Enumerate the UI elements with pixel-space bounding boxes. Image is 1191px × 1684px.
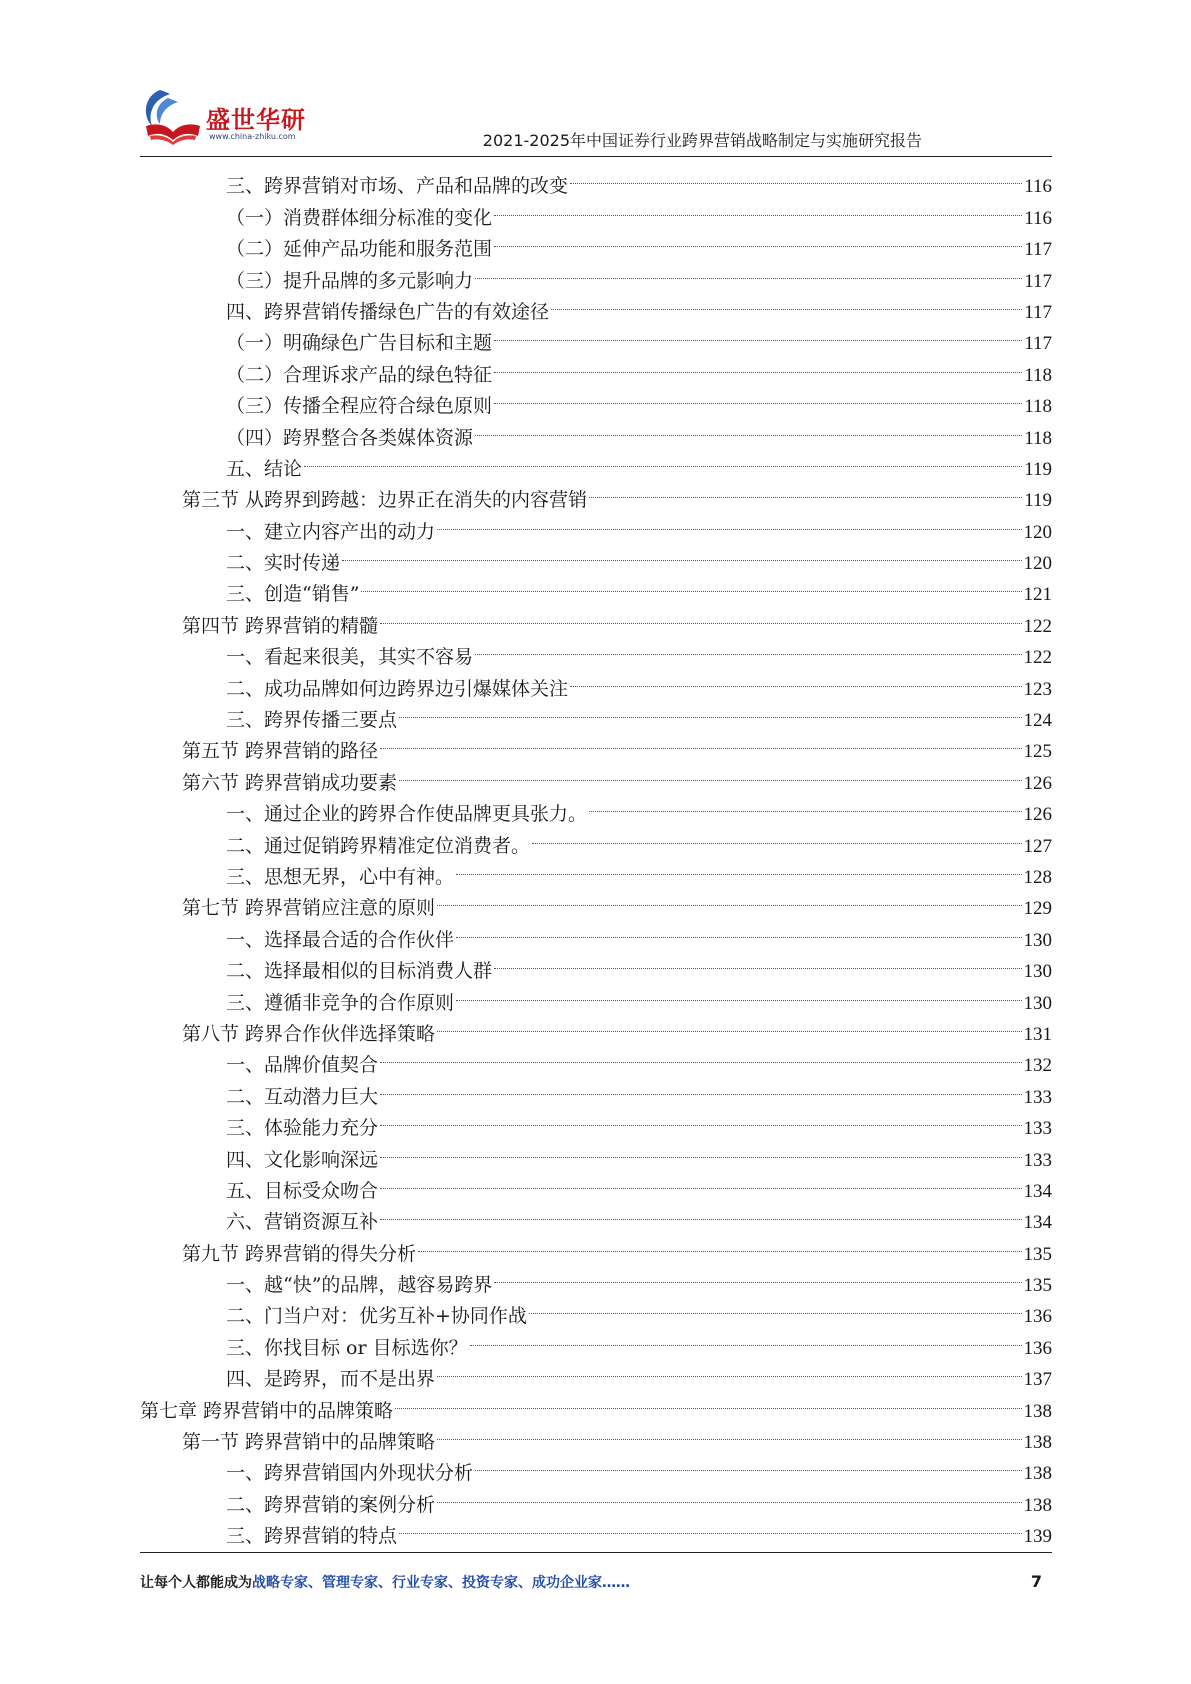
- toc-entry-page: 138: [1023, 1494, 1052, 1516]
- toc-leader-dots: [399, 686, 1021, 718]
- toc-entry-title: 第九节 跨界营销的得失分析: [182, 1242, 417, 1265]
- toc-leader-dots: [380, 1062, 1021, 1094]
- toc-leader-dots: [470, 1313, 1022, 1345]
- toc-entry-title: 第三节 从跨界到跨越：边界正在消失的内容营销: [182, 489, 588, 512]
- toc-entry-title: 第七节 跨界营销应注意的原则: [182, 897, 436, 920]
- toc-entry-title: 六、营销资源互补: [226, 1211, 379, 1234]
- toc-leader-dots: [380, 591, 1021, 623]
- toc-entry-page: 125: [1023, 741, 1052, 763]
- toc-entry-page: 126: [1023, 772, 1052, 794]
- toc-entry-title: （三）传播全程应符合绿色原则: [226, 395, 493, 418]
- toc-entry-title: 一、看起来很美，其实不容易: [226, 646, 474, 669]
- toc-leader-dots: [437, 874, 1021, 906]
- page-number: 7: [1030, 1572, 1042, 1591]
- toc-leader-dots: [494, 340, 1022, 372]
- toc-leader-dots: [494, 1251, 1021, 1283]
- toc-entry-title: 五、目标受众吻合: [226, 1179, 379, 1202]
- toc-entry-title: 第一节 跨界营销中的品牌策略: [182, 1431, 436, 1454]
- toc-entry-page: 134: [1023, 1180, 1052, 1202]
- toc-entry-title: （三）提升品牌的多元影响力: [226, 269, 474, 292]
- toc-leader-dots: [399, 1502, 1021, 1534]
- toc-entry-title: （四）跨界整合各类媒体资源: [226, 426, 474, 449]
- toc-entry-page: 120: [1023, 521, 1052, 543]
- toc-entry-page: 117: [1024, 239, 1052, 261]
- toc-leader-dots: [399, 748, 1021, 780]
- toc-leader-dots: [589, 780, 1021, 812]
- toc-entry-title: 三、思想无界，心中有神。: [226, 865, 455, 888]
- toc-entry-page: 130: [1023, 929, 1052, 951]
- toc-entry-page: 130: [1023, 961, 1052, 983]
- toc-entry-page: 137: [1023, 1369, 1052, 1391]
- toc-leader-dots: [437, 497, 1021, 529]
- toc-leader-dots: [456, 843, 1021, 875]
- toc-entry-title: 四、是跨界，而不是出界: [226, 1368, 436, 1391]
- toc-leader-dots: [529, 1282, 1022, 1314]
- toc-leader-dots: [380, 1125, 1021, 1157]
- toc-leader-dots: [589, 466, 1022, 498]
- footer-divider: [140, 1552, 1052, 1553]
- toc-entry-title: 三、创造“销售”: [226, 583, 360, 606]
- toc-entry-title: 二、互动潜力巨大: [226, 1085, 379, 1108]
- toc-leader-dots: [532, 811, 1021, 843]
- toc-leader-dots: [494, 937, 1021, 969]
- toc-entry-page: 119: [1024, 458, 1052, 480]
- book-swirl-logo-icon: [140, 86, 206, 146]
- toc-entry-title: （二）合理诉求产品的绿色特征: [226, 363, 493, 386]
- toc-entry-page: 118: [1024, 396, 1052, 418]
- toc-entry-title: 一、跨界营销国内外现状分析: [226, 1462, 474, 1485]
- toc-leader-dots: [437, 1345, 1021, 1377]
- toc-entry-page: 132: [1023, 1055, 1052, 1077]
- report-title: 2021-2025年中国证券行业跨界营销战略制定与实施研究报告: [482, 131, 922, 150]
- toc-leader-dots: [342, 529, 1021, 561]
- toc-entry-page: 139: [1023, 1526, 1052, 1548]
- toc-entry-page: 122: [1023, 615, 1052, 637]
- toc-entry-title: 一、选择最合适的合作伙伴: [226, 928, 455, 951]
- toc-entry-page: 124: [1023, 710, 1052, 732]
- toc-entry-page: 133: [1023, 1086, 1052, 1108]
- toc-leader-dots: [570, 152, 1022, 184]
- toc-leader-dots: [494, 372, 1022, 404]
- toc-entry-title: 二、实时传递: [226, 552, 341, 575]
- toc-entry-title: 二、跨界营销的案例分析: [226, 1493, 436, 1516]
- toc-entry-page: 116: [1024, 176, 1052, 198]
- toc-entry-page: 135: [1023, 1275, 1052, 1297]
- toc-entry-page: 120: [1023, 553, 1052, 575]
- toc-entry-title: 第五节 跨界营销的路径: [182, 740, 379, 763]
- toc-entry-page: 134: [1023, 1212, 1052, 1234]
- company-logo: [140, 80, 310, 150]
- toc-entry-title: 二、通过促销跨界精准定位消费者。: [226, 834, 531, 857]
- toc-leader-dots: [395, 1376, 1021, 1408]
- toc-leader-dots: [380, 1031, 1021, 1063]
- toc-entry-title: 二、成功品牌如何边跨界边引爆媒体关注: [226, 677, 569, 700]
- toc-entry-title: 一、建立内容产出的动力: [226, 520, 436, 543]
- toc-entry-title: 二、选择最相似的目标消费人群: [226, 960, 493, 983]
- toc-entry-page: 138: [1023, 1463, 1052, 1485]
- logo-name: 盛世华研: [206, 106, 306, 134]
- toc-entry-title: 三、遵循非竞争的合作原则: [226, 991, 455, 1014]
- toc-entry-title: 三、体验能力充分: [226, 1117, 379, 1140]
- toc-entry-title: 五、结论: [226, 457, 303, 480]
- toc-entry-page: 130: [1023, 992, 1052, 1014]
- toc-leader-dots: [380, 717, 1021, 749]
- toc-leader-dots: [475, 1439, 1021, 1471]
- footer-slogan-accent: 战略专家、管理专家、行业专家、投资专家、成功企业家……: [252, 1575, 630, 1591]
- toc-leader-dots: [437, 1000, 1021, 1032]
- toc-entry-page: 128: [1023, 866, 1052, 888]
- toc-entry-page: 136: [1023, 1306, 1052, 1328]
- toc-leader-dots: [380, 1094, 1021, 1126]
- toc-entry-page: 117: [1024, 301, 1052, 323]
- toc-entry-page: 127: [1023, 835, 1052, 857]
- toc-leader-dots: [304, 435, 1022, 467]
- toc-leader-dots: [475, 403, 1022, 435]
- toc-entry-page: 129: [1023, 898, 1052, 920]
- toc-entry-title: （一）消费群体细分标准的变化: [226, 206, 493, 229]
- page-header: [140, 80, 1052, 158]
- toc-entry-page: 133: [1023, 1118, 1052, 1140]
- toc-entry-title: 二、门当户对：优劣互补+协同作战: [226, 1305, 527, 1328]
- toc-leader-dots: [475, 246, 1022, 278]
- page-footer: [140, 1572, 1052, 1602]
- footer-slogan-lead: 让每个人都能成为: [140, 1575, 252, 1591]
- toc-entry-title: （一）明确绿色广告目标和主题: [226, 332, 493, 355]
- toc-leader-dots: [456, 968, 1021, 1000]
- toc-entry-page: 121: [1023, 584, 1052, 606]
- toc-leader-dots: [494, 215, 1022, 247]
- toc-entry-title: 四、文化影响深远: [226, 1148, 379, 1171]
- toc-leader-dots: [494, 183, 1022, 215]
- toc-entry-page: 138: [1023, 1400, 1052, 1422]
- toc-entry-page: 126: [1023, 804, 1052, 826]
- toc-leader-dots: [437, 1408, 1021, 1440]
- toc-entry-page: 117: [1024, 333, 1052, 355]
- toc-entry-title: 第八节 跨界合作伙伴选择策略: [182, 1022, 436, 1045]
- toc-entry-page: 123: [1023, 678, 1052, 700]
- toc-entry-title: （二）延伸产品功能和服务范围: [226, 238, 493, 261]
- toc-entry-title: 三、你找目标 or 目标选你？: [226, 1336, 468, 1359]
- toc-leader-dots: [380, 1188, 1021, 1220]
- toc-leader-dots: [418, 1219, 1021, 1251]
- toc-entry-page: 116: [1024, 207, 1052, 229]
- toc-leader-dots: [570, 654, 1021, 686]
- toc-leader-dots: [437, 1470, 1021, 1502]
- toc-entry-page: 136: [1023, 1337, 1052, 1359]
- toc-entry-page: 117: [1024, 270, 1052, 292]
- toc-entry-page: 138: [1023, 1432, 1052, 1454]
- toc-entry-title: 四、跨界营销传播绿色广告的有效途径: [226, 300, 550, 323]
- toc-entry-title: 一、越“快”的品牌，越容易跨界: [226, 1274, 493, 1297]
- toc-leader-dots: [456, 905, 1021, 937]
- table-of-contents: [140, 160, 1052, 1548]
- toc-leader-dots: [475, 623, 1021, 655]
- toc-entry-page: 135: [1023, 1243, 1052, 1265]
- toc-entry-page: 122: [1023, 647, 1052, 669]
- toc-entry-title: 三、跨界传播三要点: [226, 709, 398, 732]
- toc-entry-page: 118: [1024, 427, 1052, 449]
- toc-entry-page: 131: [1023, 1023, 1052, 1045]
- toc-entry-page: 133: [1023, 1149, 1052, 1171]
- toc-entry-title: 一、通过企业的跨界合作使品牌更具张力。: [226, 803, 588, 826]
- toc-entry-title: 第七章 跨界营销中的品牌策略: [140, 1399, 394, 1422]
- toc-leader-dots: [380, 1157, 1021, 1189]
- toc-entry-title: 第四节 跨界营销的精髓: [182, 614, 379, 637]
- toc-leader-dots: [494, 309, 1022, 341]
- toc-entry-title: 一、品牌价值契合: [226, 1054, 379, 1077]
- toc-entry-title: 第六节 跨界营销成功要素: [182, 771, 398, 794]
- toc-entry-title: 三、跨界营销的特点: [226, 1525, 398, 1548]
- logo-url: www.china-zhiku.com: [209, 132, 296, 141]
- toc-entry-page: 119: [1024, 490, 1052, 512]
- toc-leader-dots: [361, 560, 1021, 592]
- toc-entry-title: 三、跨界营销对市场、产品和品牌的改变: [226, 175, 569, 198]
- toc-leader-dots: [551, 278, 1022, 310]
- toc-entry-page: 118: [1024, 364, 1052, 386]
